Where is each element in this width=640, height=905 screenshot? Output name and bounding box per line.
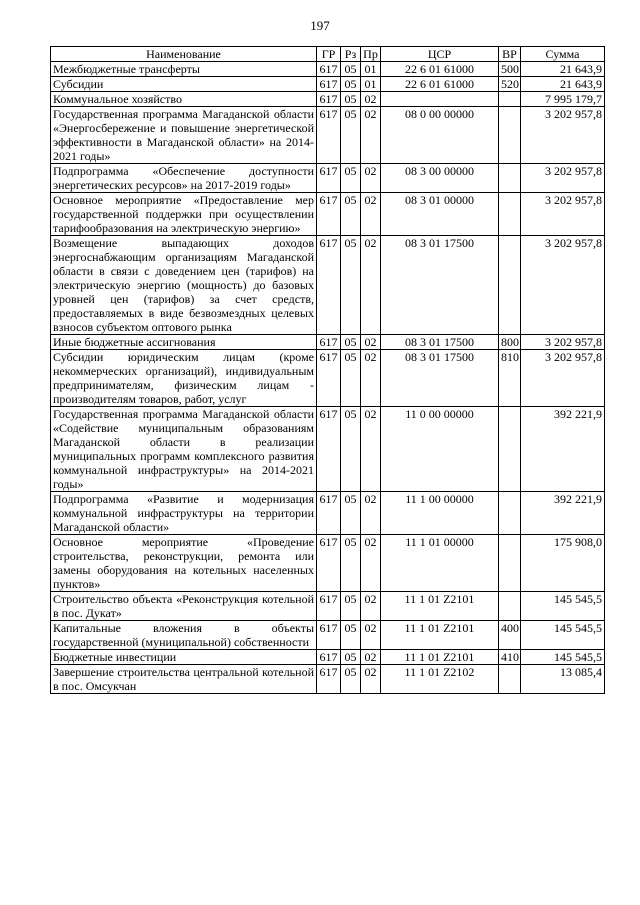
row-pr: 02: [361, 193, 381, 236]
row-rz: 05: [341, 164, 361, 193]
row-sum: 3 202 957,8: [521, 164, 605, 193]
row-rz: 05: [341, 535, 361, 592]
row-vr: [499, 236, 521, 335]
table-row: [51, 164, 605, 193]
row-name: Государственная программа Магаданской области «Энергосбережение и повышение энергетической эффективности в Магаданской области» на 2014-2021 годы»: [51, 107, 317, 164]
row-pr: 02: [361, 107, 381, 164]
row-gr: 617: [317, 62, 341, 77]
row-gr: 617: [317, 621, 341, 650]
row-csr: 08 3 01 17500: [381, 335, 499, 350]
row-vr: 810: [499, 350, 521, 407]
table-row: [51, 665, 605, 694]
column-header-name: Наименование: [51, 47, 317, 62]
row-csr: 22 6 01 61000: [381, 77, 499, 92]
table-row: [51, 193, 605, 236]
row-sum: 145 545,5: [521, 621, 605, 650]
row-rz: 05: [341, 492, 361, 535]
row-csr: 08 3 01 17500: [381, 236, 499, 335]
row-rz: 05: [341, 592, 361, 621]
row-vr: 500: [499, 62, 521, 77]
row-csr: 11 1 01 Z2102: [381, 665, 499, 694]
row-gr: 617: [317, 350, 341, 407]
row-gr: 617: [317, 592, 341, 621]
table-row: [51, 492, 605, 535]
row-name: Межбюджетные трансферты: [51, 62, 317, 77]
row-name: Субсидии юридическим лицам (кроме некоммерческих организаций), индивидуальным предпринимателям, физическим лицам - производителям товаров, работ, услуг: [51, 350, 317, 407]
row-csr: 08 3 01 17500: [381, 350, 499, 407]
row-rz: 05: [341, 335, 361, 350]
table-row: [51, 350, 605, 407]
row-sum: 21 643,9: [521, 77, 605, 92]
row-rz: 05: [341, 407, 361, 492]
row-gr: 617: [317, 335, 341, 350]
row-sum: 145 545,5: [521, 650, 605, 665]
row-pr: 02: [361, 164, 381, 193]
table-row: [51, 236, 605, 335]
row-gr: 617: [317, 107, 341, 164]
row-csr: [381, 92, 499, 107]
table-row: [51, 535, 605, 592]
row-name: Основное мероприятие «Проведение строительства, реконструкции, ремонта или замены оборудования на котельных населенных пунктов»: [51, 535, 317, 592]
row-sum: 3 202 957,8: [521, 193, 605, 236]
row-csr: 11 1 01 00000: [381, 535, 499, 592]
table-row: [51, 62, 605, 77]
row-vr: [499, 665, 521, 694]
row-sum: 21 643,9: [521, 62, 605, 77]
row-rz: 05: [341, 193, 361, 236]
column-header-csr: ЦСР: [381, 47, 499, 62]
row-vr: [499, 407, 521, 492]
row-vr: [499, 535, 521, 592]
row-vr: [499, 164, 521, 193]
row-pr: 02: [361, 535, 381, 592]
row-rz: 05: [341, 650, 361, 665]
row-pr: 02: [361, 92, 381, 107]
row-vr: [499, 107, 521, 164]
row-sum: 13 085,4: [521, 665, 605, 694]
row-rz: 05: [341, 92, 361, 107]
row-pr: 02: [361, 665, 381, 694]
row-gr: 617: [317, 92, 341, 107]
row-sum: 3 202 957,8: [521, 350, 605, 407]
budget-table: [50, 46, 605, 694]
row-name: Строительство объекта «Реконструкция котельной в пос. Дукат»: [51, 592, 317, 621]
row-csr: 11 1 00 00000: [381, 492, 499, 535]
table-row: [51, 335, 605, 350]
row-sum: 3 202 957,8: [521, 236, 605, 335]
row-vr: 410: [499, 650, 521, 665]
row-gr: 617: [317, 535, 341, 592]
row-name: Завершение строительства центральной котельной в пос. Омсукчан: [51, 665, 317, 694]
row-csr: 11 1 01 Z2101: [381, 621, 499, 650]
row-vr: [499, 92, 521, 107]
row-vr: [499, 592, 521, 621]
row-gr: 617: [317, 665, 341, 694]
table-row: [51, 92, 605, 107]
row-rz: 05: [341, 77, 361, 92]
row-gr: 617: [317, 407, 341, 492]
row-csr: 08 3 01 00000: [381, 193, 499, 236]
row-name: Бюджетные инвестиции: [51, 650, 317, 665]
row-sum: 392 221,9: [521, 407, 605, 492]
page-number: 197: [310, 18, 330, 33]
row-gr: 617: [317, 492, 341, 535]
row-sum: 392 221,9: [521, 492, 605, 535]
row-csr: 08 3 00 00000: [381, 164, 499, 193]
row-vr: [499, 193, 521, 236]
row-rz: 05: [341, 107, 361, 164]
table-row: [51, 592, 605, 621]
row-gr: 617: [317, 164, 341, 193]
row-csr: 08 0 00 00000: [381, 107, 499, 164]
row-vr: 800: [499, 335, 521, 350]
row-sum: 3 202 957,8: [521, 335, 605, 350]
row-gr: 617: [317, 193, 341, 236]
table-row: [51, 650, 605, 665]
row-rz: 05: [341, 665, 361, 694]
column-header-gr: ГР: [317, 47, 341, 62]
table-row: [51, 407, 605, 492]
column-header-pr: Пр: [361, 47, 381, 62]
row-rz: 05: [341, 621, 361, 650]
row-pr: 02: [361, 236, 381, 335]
row-name: Подпрограмма «Обеспечение доступности энергетических ресурсов» на 2017-2019 годы»: [51, 164, 317, 193]
row-csr: 11 1 01 Z2101: [381, 650, 499, 665]
row-name: Подпрограмма «Развитие и модернизация коммунальной инфраструктуры на территории Магаданской области»: [51, 492, 317, 535]
column-header-vr: ВР: [499, 47, 521, 62]
row-name: Основное мероприятие «Предоставление мер государственной поддержки при осуществлении тарифообразования на электрическую энергию»: [51, 193, 317, 236]
row-pr: 02: [361, 335, 381, 350]
row-sum: 7 995 179,7: [521, 92, 605, 107]
row-vr: 400: [499, 621, 521, 650]
row-name: Возмещение выпадающих доходов энергоснабжающим организациям Магаданской области в связи с доведением цен (тарифов) на электрическую энергию (мощность) до базовых уровней цен (тарифов) за счет средств, предоставляемых в виде безвозмездных целевых взносов субъектом оптового рынка: [51, 236, 317, 335]
table-row: [51, 107, 605, 164]
row-rz: 05: [341, 236, 361, 335]
row-vr: 520: [499, 77, 521, 92]
row-pr: 02: [361, 407, 381, 492]
row-rz: 05: [341, 350, 361, 407]
row-gr: 617: [317, 236, 341, 335]
row-name: Коммунальное хозяйство: [51, 92, 317, 107]
table-header-row: [51, 47, 605, 62]
row-name: Субсидии: [51, 77, 317, 92]
table-row: [51, 621, 605, 650]
row-sum: 175 908,0: [521, 535, 605, 592]
row-vr: [499, 492, 521, 535]
column-header-rz: Рз: [341, 47, 361, 62]
row-rz: 05: [341, 62, 361, 77]
row-pr: 02: [361, 350, 381, 407]
row-pr: 01: [361, 77, 381, 92]
row-pr: 01: [361, 62, 381, 77]
row-csr: 11 1 01 Z2101: [381, 592, 499, 621]
row-name: Государственная программа Магаданской области «Содействие муниципальным образованиям Магаданской области в реализации муниципальных программ комплексного развития коммунальной инфраструктуры» на 2014-2021 годы»: [51, 407, 317, 492]
row-sum: 3 202 957,8: [521, 107, 605, 164]
row-name: Капитальные вложения в объекты государственной (муниципальной) собственности: [51, 621, 317, 650]
row-sum: 145 545,5: [521, 592, 605, 621]
row-csr: 11 0 00 00000: [381, 407, 499, 492]
table-row: [51, 77, 605, 92]
row-gr: 617: [317, 650, 341, 665]
row-pr: 02: [361, 492, 381, 535]
row-pr: 02: [361, 650, 381, 665]
column-header-sum: Сумма: [521, 47, 605, 62]
row-gr: 617: [317, 77, 341, 92]
row-pr: 02: [361, 621, 381, 650]
row-csr: 22 6 01 61000: [381, 62, 499, 77]
row-name: Иные бюджетные ассигнования: [51, 335, 317, 350]
row-pr: 02: [361, 592, 381, 621]
